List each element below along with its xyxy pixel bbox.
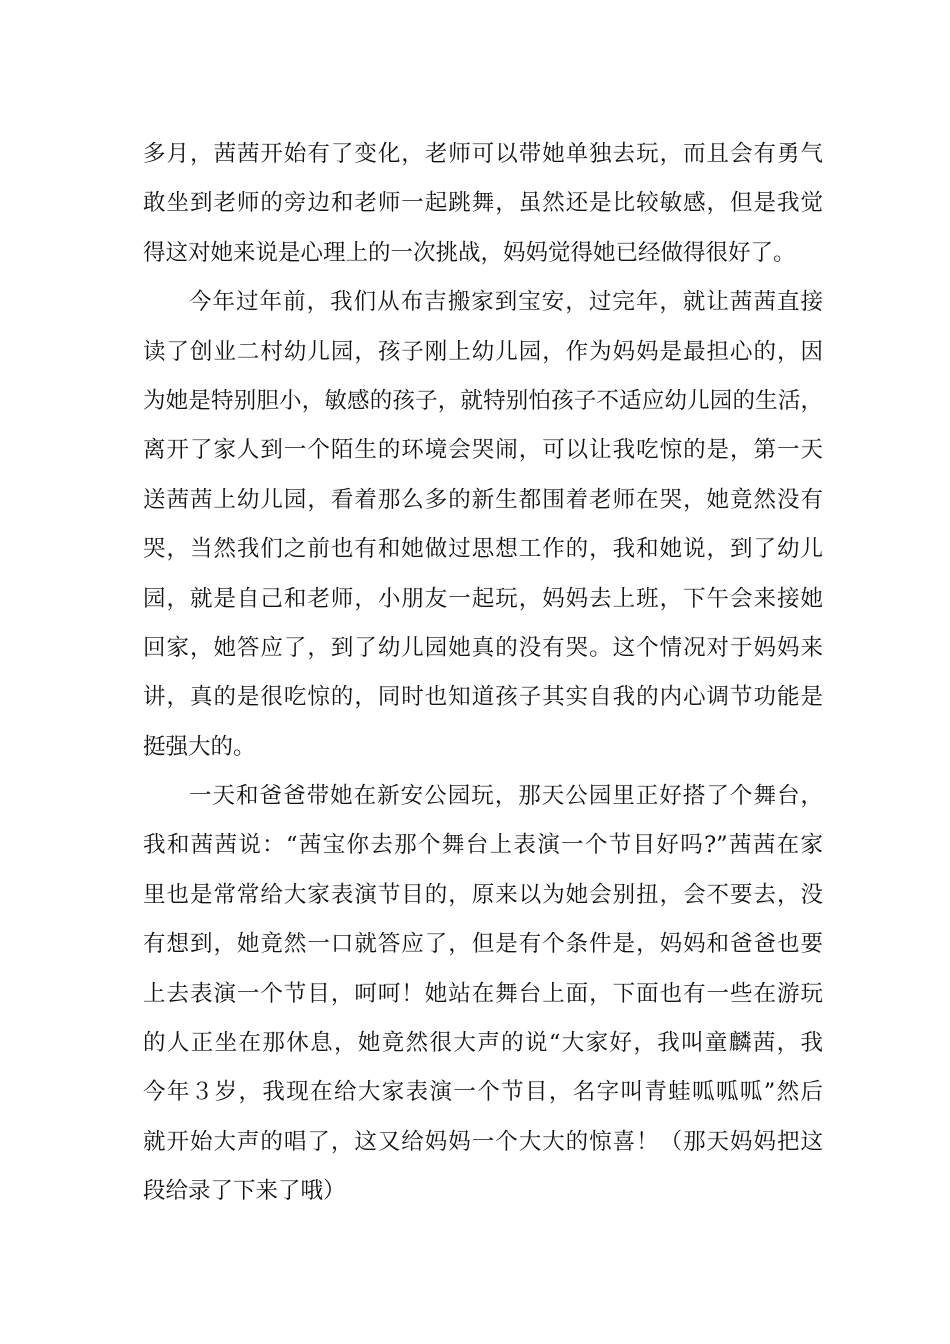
text-line: 读了创业二村幼儿园，孩子刚上幼儿园，作为妈妈是最担心的，因 [143,338,823,365]
text-line: 园，就是自己和老师，小朋友一起玩，妈妈去上班，下午会来接她 [143,585,823,612]
text-line: 我和茜茜说：“茜宝你去那个舞台上表演一个节目好吗?”茜茜在家 [143,832,823,859]
text-line: 上去表演一个节目，呵呵！她站在舞台上面，下面也有一些在游玩 [143,980,823,1007]
paragraph-first-line: 今年过年前，我们从布吉搬家到宝安，过完年，就让茜茜直接 [189,289,823,316]
text-line: 为她是特别胆小，敏感的孩子，就特别怕孩子不适应幼儿园的生活， [143,387,823,414]
text-line: 挺强大的。 [143,733,256,760]
text-line: 送茜茜上幼儿园，看着那么多的新生都围着老师在哭，她竟然没有 [143,486,823,513]
text-line: 里也是常常给大家表演节目的，原来以为她会别扭，会不要去，没 [143,881,823,908]
text-line: 离开了家人到一个陌生的环境会哭闹，可以让我吃惊的是，第一天 [143,437,823,464]
text-line: 敢坐到老师的旁边和老师一起跳舞，虽然还是比较敏感，但是我觉 [143,190,823,217]
text-line: 的人正坐在那休息，她竟然很大声的说“大家好，我叫童麟茜，我 [143,1030,823,1057]
paragraph-first-line: 一天和爸爸带她在新安公园玩，那天公园里正好搭了个舞台， [189,783,823,810]
document-body [143,130,823,1217]
text-line: 多月，茜茜开始有了变化，老师可以带她单独去玩，而且会有勇气 [143,141,823,167]
text-line: 段给录了下来了哦） [143,1178,346,1205]
text-line: 得这对她来说是心理上的一次挑战，妈妈觉得她已经做得很好了。 [143,239,796,266]
text-line: 讲，真的是很吃惊的，同时也知道孩子其实自我的内心调节功能是 [143,684,823,711]
text-line: 有想到，她竟然一口就答应了，但是有个条件是，妈妈和爸爸也要 [143,931,823,958]
text-line: 今年３岁，我现在给大家表演一个节目，名字叫青蛙呱呱呱”然后 [143,1079,823,1106]
text-line: 回家，她答应了，到了幼儿园她真的没有哭。这个情况对于妈妈来 [143,634,823,661]
text-line: 哭，当然我们之前也有和她做过思想工作的，我和她说，到了幼儿 [143,536,823,563]
text-line: 就开始大声的唱了，这又给妈妈一个大大的惊喜！（那天妈妈把这 [143,1128,823,1155]
